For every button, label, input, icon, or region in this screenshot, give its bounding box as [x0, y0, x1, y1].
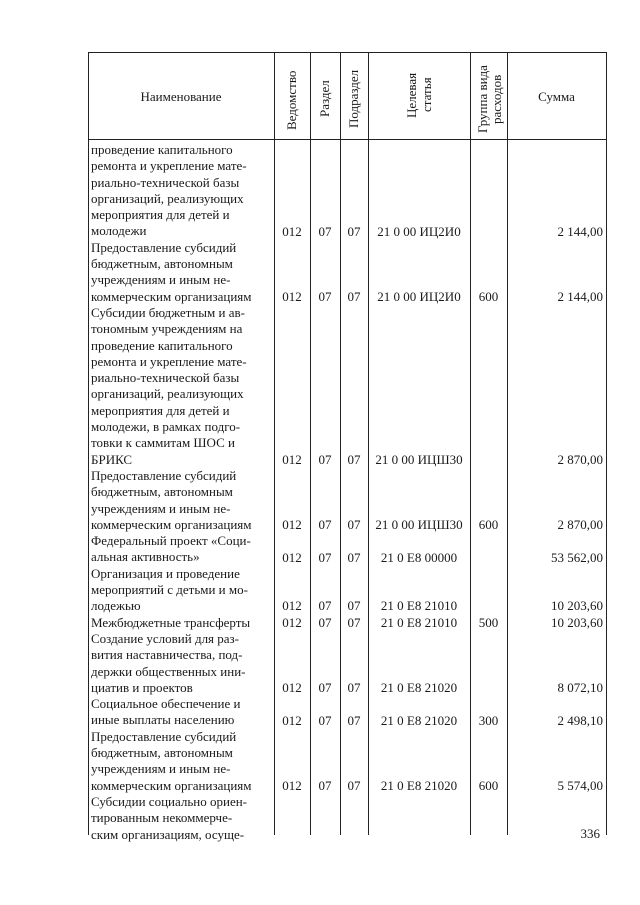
row-section: 07 [318, 549, 332, 565]
row-name [91, 468, 271, 533]
row-target: 21 0 Е8 00000 [380, 549, 458, 565]
row-ministry: 012 [282, 549, 302, 565]
row-group: 600 [478, 288, 499, 304]
row-name-line: вития наставничества, под- [91, 647, 243, 663]
row-subsection: 07 [347, 288, 361, 304]
row-name-line: коммерческим организациям [91, 288, 252, 304]
row-subsection: 07 [347, 777, 361, 793]
header-target-line1: Целевая [404, 72, 419, 118]
row-ministry: 012 [282, 679, 302, 695]
header-name: Наименование [140, 89, 222, 104]
row-sum: 2 870,00 [557, 451, 603, 467]
row-name-line: организаций, реализующих [91, 190, 244, 206]
row-name-line: бюджетным, автономным [91, 484, 233, 500]
row-name-line: Субсидии бюджетным и ав- [91, 305, 245, 320]
row-subsection: 07 [347, 712, 361, 728]
row-name-line: БРИКС [91, 451, 133, 467]
row-name-line: проведение капитального [91, 337, 233, 353]
row-ministry: 012 [282, 598, 302, 614]
row-name [91, 305, 271, 468]
row-name-line: организаций, реализующих [91, 386, 244, 402]
row-name-line: Федеральный проект «Соци- [91, 533, 251, 549]
row-name-line: Организация и проведение [91, 565, 240, 581]
row-name-line: тономным учреждениям на [91, 321, 243, 337]
header-subsection: Подраздел [346, 69, 361, 128]
row-name-line: Предоставление субсидий [91, 728, 237, 744]
row-name-line: ремонта и укрепление мате- [91, 158, 247, 174]
row-ministry: 012 [282, 288, 302, 304]
row-section: 07 [318, 679, 332, 695]
row-name-line: Социальное обеспечение и [91, 696, 241, 712]
row-subsection: 07 [347, 679, 361, 695]
row-name-line: Субсидии социально ориен- [91, 794, 247, 809]
row-name-line: риально-технической базы [91, 370, 240, 386]
row-sum: 53 562,00 [551, 549, 603, 565]
row-target: 21 0 Е8 21020 [380, 679, 458, 695]
row-name-line: мероприятия для детей и [91, 207, 230, 223]
header-ministry: Ведомство [284, 70, 299, 130]
row-name [91, 631, 271, 696]
row-group: 300 [478, 712, 499, 728]
row-name-line: Предоставление субсидий [91, 239, 237, 255]
header-group-line2: расходов [489, 74, 504, 124]
row-sum: 2 144,00 [557, 223, 603, 239]
table-rule [606, 52, 607, 835]
row-ministry: 012 [282, 777, 302, 793]
row-name-line: тированным некоммерче- [91, 810, 233, 826]
row-name-line: Создание условий для раз- [91, 631, 240, 646]
row-ministry: 012 [282, 451, 302, 467]
row-name [91, 240, 271, 305]
row-name [91, 794, 271, 843]
row-sum: 2 870,00 [557, 516, 603, 532]
row-name-line: лодежью [91, 598, 141, 614]
row-name-line: товки к саммитам ШОС и [91, 435, 235, 451]
row-name-line: бюджетным, автономным [91, 256, 233, 272]
row-name [91, 533, 271, 566]
row-sum: 5 574,00 [557, 777, 603, 793]
row-ministry: 012 [282, 516, 302, 532]
row-target: 21 0 Е8 21020 [380, 712, 458, 728]
row-section: 07 [318, 614, 332, 630]
table-top-border [88, 52, 607, 53]
row-group: 500 [478, 614, 499, 630]
row-ministry: 012 [282, 223, 302, 239]
row-subsection: 07 [347, 614, 361, 630]
row-group: 600 [478, 516, 499, 532]
row-subsection: 07 [347, 516, 361, 532]
row-sum: 2 144,00 [557, 288, 603, 304]
row-name-line: коммерческим организациям [91, 516, 252, 532]
row-name-line: Предоставление субсидий [91, 468, 237, 483]
row-subsection: 07 [347, 549, 361, 565]
row-target: 21 0 00 ИЦШ30 [375, 451, 463, 467]
row-target: 21 0 Е8 21010 [380, 598, 458, 614]
row-target: 21 0 00 ИЦ2И0 [377, 223, 461, 239]
table-header-border [88, 139, 607, 140]
row-section: 07 [318, 598, 332, 614]
row-name-line: Межбюджетные трансферты [91, 614, 251, 630]
row-name [91, 566, 271, 615]
header-group-line1: Группа вида [475, 65, 490, 133]
row-section: 07 [318, 712, 332, 728]
row-target: 21 0 Е8 21010 [380, 614, 458, 630]
row-name-line: риально-технической базы [91, 174, 240, 190]
row-section: 07 [318, 288, 332, 304]
row-name [91, 696, 271, 729]
row-name-line: ремонта и укрепление мате- [91, 353, 247, 369]
header-target-line2: статья [419, 77, 434, 112]
row-target: 21 0 00 ИЦ2И0 [377, 288, 461, 304]
row-name-line: молодежи, в рамках подго- [91, 419, 241, 435]
page-number: 336 [580, 826, 600, 841]
row-sum: 8 072,10 [557, 679, 603, 695]
row-section: 07 [318, 223, 332, 239]
row-subsection: 07 [347, 598, 361, 614]
row-sum: 2 498,10 [557, 712, 603, 728]
row-name-line: коммерческим организациям [91, 777, 252, 793]
row-sum: 10 203,60 [551, 614, 603, 630]
row-name-line: бюджетным, автономным [91, 745, 233, 761]
row-sum: 10 203,60 [551, 598, 603, 614]
row-target: 21 0 00 ИЦШ30 [375, 516, 463, 532]
row-section: 07 [318, 777, 332, 793]
row-name [91, 729, 271, 794]
row-section: 07 [318, 516, 332, 532]
table-rule [88, 52, 89, 835]
row-name-line: учреждениям и иным не- [91, 272, 231, 288]
row-name [91, 142, 271, 240]
header-sum: Сумма [538, 89, 575, 104]
row-name-line: учреждениям и иным не- [91, 500, 231, 516]
row-group: 600 [478, 777, 499, 793]
row-subsection: 07 [347, 223, 361, 239]
row-name [91, 615, 271, 631]
row-name-line: ским организациям, осуще- [91, 826, 245, 842]
row-name-line: циатив и проектов [91, 679, 193, 695]
row-section: 07 [318, 451, 332, 467]
row-ministry: 012 [282, 712, 302, 728]
row-name-line: мероприятий с детьми и мо- [91, 582, 248, 598]
row-ministry: 012 [282, 614, 302, 630]
row-name-line: мероприятия для детей и [91, 402, 230, 418]
row-target: 21 0 Е8 21020 [380, 777, 458, 793]
row-name-line: иные выплаты населению [91, 712, 235, 728]
row-name-line: альная активность» [91, 549, 200, 565]
row-subsection: 07 [347, 451, 361, 467]
row-name-line: держки общественных ини- [91, 663, 246, 679]
row-name-line: проведение капитального [91, 142, 233, 157]
row-name-line: молодежи [91, 223, 147, 239]
header-section: Раздел [317, 80, 332, 117]
row-name-line: учреждениям и иным не- [91, 761, 231, 777]
